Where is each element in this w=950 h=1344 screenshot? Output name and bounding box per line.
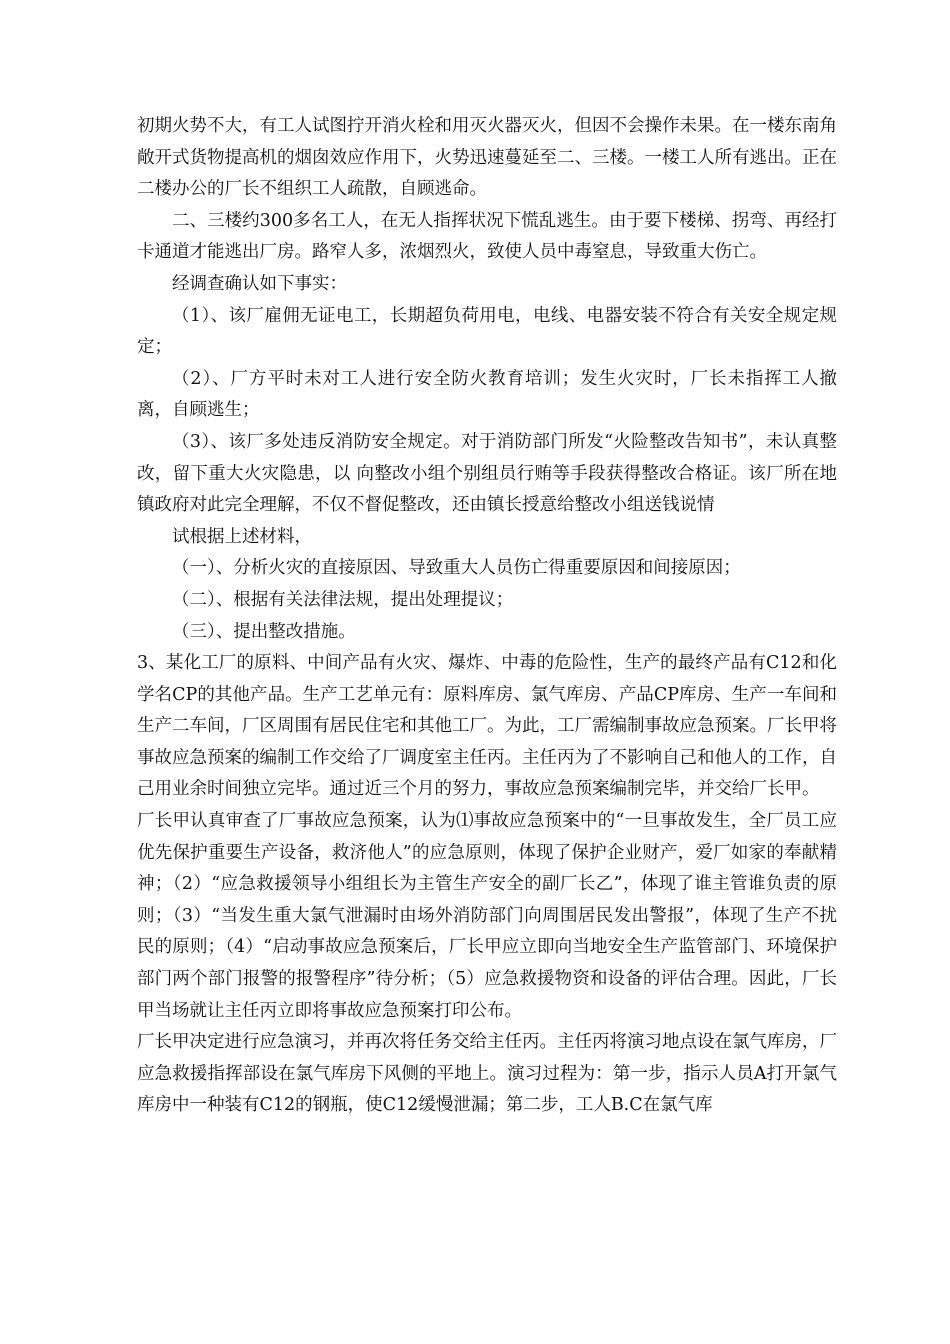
- paragraph-facts-intro: 经调查确认如下事实：: [172, 273, 347, 294]
- paragraph-question-intro: 试根据上述材料，: [172, 526, 312, 547]
- paragraph-question-1: （一）、分析火灾的直接原因、导致重大人员伤亡得重要原因和间接原因；: [172, 558, 741, 579]
- paragraph-question-2: （二）、根据有关法律法规，提出处理提议；: [172, 589, 514, 610]
- paragraph-fire-spread: 初期火势不大，有工人试图拧开消火栓和用灭火器灭火，但因不会操作未果。在一楼东南角敞开式货物提高机的烟囱效应作用下，火势迅速蔓延至二、三楼。一楼工人所有逃出。正在二楼办公的厂长不组织工人疏散，自顾逃命。: [137, 116, 837, 200]
- paragraph-escape: 二、三楼约300多名工人，在无人指挥状况下慌乱逃生。由于要下楼梯、拐弯、再经打卡通道才能逃出厂房。路窄人多，浓烟烈火，致使人员中毒窒息，导致重大伤亡。: [137, 210, 837, 263]
- paragraph-fact-2: （2）、厂方平时未对工人进行安全防火教育培训；发生火灾时，厂长未指挥工人撤离，自顾逃生；: [137, 368, 837, 421]
- document-page: [137, 111, 837, 1122]
- paragraph-question-3: （三）、提出整改措施。: [172, 621, 356, 642]
- paragraph-plan-review: 厂长甲认真审查了厂事故应急预案，认为⑴事故应急预案中的“一旦事故发生，全厂员工应优先保护重要生产设备，救济他人”的应急原则，体现了保护企业财产，爱厂如家的奉献精神；（2）“应急救援领导小组组长为主管生产安全的副厂长乙”，体现了谁主管谁负责的原则；（3）“当发生重大氯气泄漏时由场外消防部门向周围居民发出警报”，体现了生产不扰民的原则；（4）“启动事故应急预案后，厂长甲应立即向当地安全生产监管部门、环境保护部门两个部门报警的报警程序”待分析；（5）应急救援物资和设备的评估合理。因此，厂长甲当场就让主任丙立即将事故应急预案打印公布。: [137, 811, 837, 1021]
- paragraph-case-3: 3、某化工厂的原料、中间产品有火灾、爆炸、中毒的危险性，生产的最终产品有C12和化学名CP的其他产品。生产工艺单元有：原料库房、氯气库房、产品CP库房、生产一车间和生产二车间，厂区周围有居民住宅和其他工厂。为此，工厂需编制事故应急预案。厂长甲将事故应急预案的编制工作交给了厂调度室主任丙。主任丙为了不影响自己和他人的工作，自己用业余时间独立完毕。通过近三个月的努力，事故应急预案编制完毕，并交给厂长甲。: [137, 653, 837, 800]
- paragraph-fact-3: （3）、该厂多处违反消防安全规定。对于消防部门所发“火险整改告知书”，未认真整改，留下重大火灾隐患，以 向整改小组个别组员行贿等手段获得整改合格证。该厂所在地镇政府对此完全理解，不仅不督促整改，还由镇长授意给整改小组送钱说情: [137, 431, 837, 516]
- paragraph-drill: 厂长甲决定进行应急演习，并再次将任务交给主任丙。主任丙将演习地点设在氯气库房，厂应急救援指挥部设在氯气库房下风侧的平地上。演习过程为：第一步，指示人员A打开氯气库房中一种装有C12的钢瓶，使C12缓慢泄漏；第二步，工人B.C在氯气库: [137, 1032, 837, 1116]
- paragraph-fact-1: （1）、该厂雇佣无证电工，长期超负荷用电，电线、电器安装不符合有关安全规定规定；: [137, 305, 837, 358]
